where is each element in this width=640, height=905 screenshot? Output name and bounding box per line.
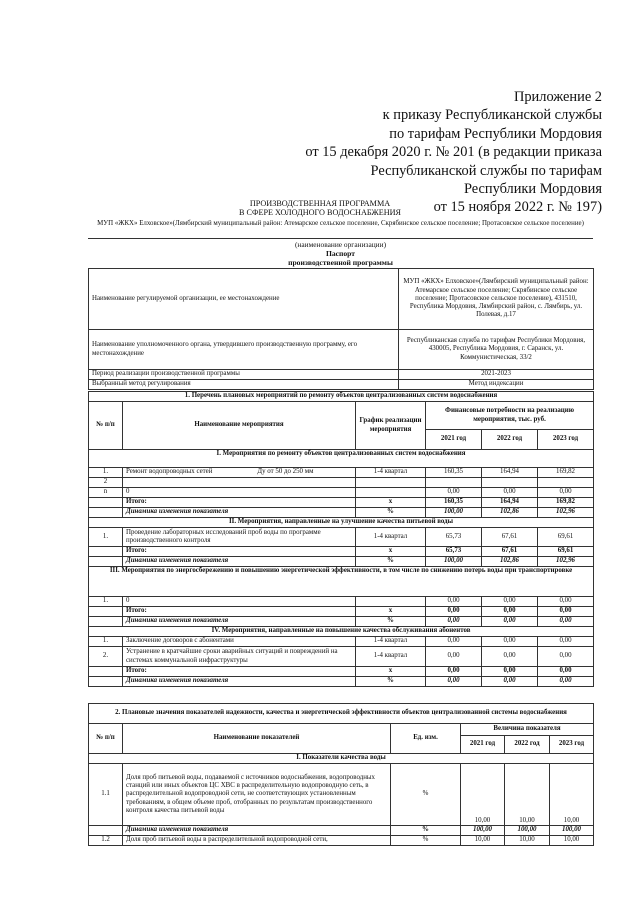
table-cell: % <box>391 836 461 846</box>
table-cell: % <box>356 557 426 567</box>
table-cell: 0,00 <box>426 597 482 607</box>
table-cell: 1. <box>89 597 123 607</box>
table-cell <box>89 826 123 836</box>
table-header-row <box>89 724 594 736</box>
table-cell: 67,61 <box>482 528 538 547</box>
table-cell <box>89 617 123 627</box>
table-cell: 1. <box>89 637 123 647</box>
table-cell <box>426 478 482 488</box>
table-row <box>89 557 594 567</box>
table-cell <box>356 488 426 498</box>
table-row <box>89 269 594 330</box>
program-title: ПРОИЗВОДСТВЕННАЯ ПРОГРАММА <box>249 199 391 208</box>
table-cell: 2 <box>89 478 123 488</box>
table-cell: Итого: <box>123 607 356 617</box>
table-cell: 65,73 <box>426 547 482 557</box>
table-cell: 100,00 <box>505 826 550 836</box>
appendix-line: Республиканской службы по тарифам <box>370 162 602 179</box>
table-cell: % <box>391 826 461 836</box>
table-cell: 0,00 <box>538 607 594 617</box>
table-row <box>89 677 594 687</box>
table-cell: 100,00 <box>426 508 482 518</box>
table-row <box>89 498 594 508</box>
table-cell: 1-4 квартал <box>356 647 426 667</box>
column-header: 2021 год <box>426 430 482 450</box>
table-cell-text: Ду от 50 до 250 мм <box>257 468 314 476</box>
divider <box>88 238 593 239</box>
column-header: 2023 год <box>550 736 594 754</box>
table-row <box>89 647 594 667</box>
table-cell: 160,35 <box>426 468 482 478</box>
table-cell: 0,00 <box>538 617 594 627</box>
table-cell: Итого: <box>123 667 356 677</box>
table-row <box>89 607 594 617</box>
table-row <box>89 508 594 518</box>
passport-table <box>88 268 594 390</box>
appendix-line: по тарифам Республики Мордовия <box>389 125 602 142</box>
table-cell: % <box>391 764 461 826</box>
table-cell: 102,96 <box>538 557 594 567</box>
table-row <box>89 704 594 724</box>
table-cell: 0,00 <box>538 677 594 687</box>
table-cell: 10,00 <box>550 764 594 826</box>
indicators-table <box>88 703 594 846</box>
table-cell: 0,00 <box>426 647 482 667</box>
table-cell: Динамика изменения показателя <box>123 557 356 567</box>
table-cell <box>538 478 594 488</box>
column-header: Наименование показателей <box>123 724 391 754</box>
column-header: 2021 год <box>461 736 505 754</box>
table-cell: Республиканская служба по тарифам Республики Мордовия, 430005, Республика Мордовия, г. Саранск, ул. Коммунистическая, 33/2 <box>399 330 594 370</box>
column-header: График реализации мероприятия <box>356 402 426 450</box>
organization-name: МУП «ЖКХ» Елховское»(Лямбирский муниципальный район: Атемарское сельское поселение, Скрябинское сельское поселение; Протасовское сельское поселение) <box>97 220 584 227</box>
table-cell: Устранение в кратчайшие сроки аварийных ситуаций и повреждений на системах коммунальной инфраструктуры <box>123 647 356 667</box>
column-header: Ед. изм. <box>391 724 461 754</box>
table-cell <box>89 677 123 687</box>
table-cell: Динамика изменения показателя <box>123 617 356 627</box>
table-cell: 100,00 <box>426 557 482 567</box>
subsection-title: III. Мероприятия по энергосбережению и повышению энергетической эффективности, в том числе по снижению потерь воды при транспортировке <box>89 567 594 597</box>
table-cell: Проведение лабораторных исследований проб воды по программе производственного контроля <box>123 528 356 547</box>
appendix-line: к приказу Республиканской службы <box>382 107 602 124</box>
table-cell: 0,00 <box>538 667 594 677</box>
table-cell: Наименование уполномоченного органа, утвердившего производственную программу, его местонахождение <box>89 330 399 370</box>
table-cell <box>356 597 426 607</box>
table-cell: x <box>356 667 426 677</box>
table-row <box>89 627 594 637</box>
table-cell <box>89 547 123 557</box>
table-cell: 100,00 <box>550 826 594 836</box>
table-cell: 0,00 <box>482 488 538 498</box>
table-cell: 10,00 <box>505 764 550 826</box>
table-cell: 1.1 <box>89 764 123 826</box>
table-cell-text: Ремонт водопроводных сетей <box>126 468 213 476</box>
table-cell: 69,61 <box>538 528 594 547</box>
column-header: 2023 год <box>538 430 594 450</box>
column-header: № п/п <box>89 402 123 450</box>
appendix-line: Республики Мордовия <box>463 181 602 198</box>
table-row <box>89 392 594 402</box>
table-cell: 1-4 квартал <box>356 637 426 647</box>
table-row <box>89 637 594 647</box>
table-cell: Доля проб питьевой воды в распределительной водопроводной сети, <box>123 836 391 846</box>
table-cell: 164,94 <box>482 498 538 508</box>
table-row <box>89 667 594 677</box>
table-cell: Итого: <box>123 547 356 557</box>
table-cell: 160,35 <box>426 498 482 508</box>
table-row <box>89 478 594 488</box>
table-cell: 10,00 <box>461 836 505 846</box>
table-cell: 100,00 <box>461 826 505 836</box>
appendix-line: от 15 декабря 2020 г. № 201 (в редакции приказа <box>305 144 602 161</box>
table-cell: 1.2 <box>89 836 123 846</box>
table-cell: 69,61 <box>538 547 594 557</box>
subsection-title: IV. Мероприятия, направленные на повышение качества обслуживания абонентов <box>89 627 594 637</box>
table-cell: 0 <box>123 488 356 498</box>
table-cell: Наименование регулируемой организации, ее местонахождение <box>89 269 399 330</box>
table-row <box>89 836 594 846</box>
table-cell: 0,00 <box>426 667 482 677</box>
table-cell: 164,94 <box>482 468 538 478</box>
table-cell <box>89 557 123 567</box>
table-cell: 1. <box>89 528 123 547</box>
column-header: 2022 год <box>505 736 550 754</box>
appendix-line: Приложение 2 <box>513 89 602 105</box>
table-cell: 0,00 <box>482 597 538 607</box>
column-header: Наименование мероприятия <box>123 402 356 450</box>
table-cell: 65,73 <box>426 528 482 547</box>
organization-caption: (наименование организации) <box>294 240 387 249</box>
table-cell: 0,00 <box>538 597 594 607</box>
column-header: Величина показателя <box>461 724 594 736</box>
table-cell <box>482 478 538 488</box>
table-cell: 67,61 <box>482 547 538 557</box>
table-cell: 0,00 <box>538 488 594 498</box>
table-cell: x <box>356 498 426 508</box>
table-cell: 0,00 <box>482 637 538 647</box>
table-cell: Динамика изменения показателя <box>123 826 391 836</box>
column-header: 2022 год <box>482 430 538 450</box>
table-cell: МУП «ЖКХ» Елховское»(Лямбирский муниципальный район: Атемарское сельское поселение; Скрябинское сельское поселение; Протасовское сельское поселение), 431510, Республика Мордовия, Лямбирский район, с. Лямбирь, ул. Полевая, д.17 <box>399 269 594 330</box>
appendix-line: от 15 ноября 2022 г. № 197) <box>433 199 602 216</box>
table-row <box>89 468 594 478</box>
table-cell: Доля проб питьевой воды, подаваемой с источников водоснабжения, водопроводных станций или иных объектов ЦС ХВС в распределительную водопроводную сеть, в распределительной водопроводной сети, не соответствующих установленным требованиям, в общем объеме проб, отобранных по результатам производственного контроля качества питьевой воды <box>123 764 391 826</box>
table-cell: 1. <box>89 468 123 478</box>
table-cell: 0,00 <box>482 667 538 677</box>
table-cell: 102,96 <box>538 508 594 518</box>
table-cell: 2. <box>89 647 123 667</box>
table-cell: Динамика изменения показателя <box>123 508 356 518</box>
table-cell <box>123 478 356 488</box>
table-cell <box>356 478 426 488</box>
section-title: 2. Плановые значения показателей надежности, качества и энергетической эффективности объектов централизованной системы водоснабжения <box>89 704 594 724</box>
table-cell: 0,00 <box>426 607 482 617</box>
table-cell: 169,82 <box>538 468 594 478</box>
table-cell: 0,00 <box>482 647 538 667</box>
passport-title: Паспорт <box>325 249 356 258</box>
table-cell: 0,00 <box>426 488 482 498</box>
column-header: Финансовые потребности на реализацию мероприятия, тыс. руб. <box>426 402 594 430</box>
table-row <box>89 488 594 498</box>
table-row <box>89 370 594 380</box>
table-cell: 0,00 <box>482 617 538 627</box>
table-row <box>89 528 594 547</box>
table-cell: 0,00 <box>426 617 482 627</box>
table-row <box>89 826 594 836</box>
table-cell <box>89 607 123 617</box>
table-row <box>89 450 594 468</box>
table-row <box>89 754 594 764</box>
table-row <box>89 617 594 627</box>
subsection-title: I. Мероприятия по ремонту объектов централизованных систем водоснабжения <box>89 450 594 468</box>
section-title: 1. Перечень плановых мероприятий по ремонту объектов централизованных систем водоснабжения <box>89 392 594 402</box>
passport-heading <box>88 249 593 267</box>
table-cell: % <box>356 677 426 687</box>
table-cell: 10,00 <box>550 836 594 846</box>
table-cell: 10,00 <box>461 764 505 826</box>
measures-table <box>88 391 594 687</box>
table-row <box>89 380 594 390</box>
table-cell: 10,00 <box>505 836 550 846</box>
table-cell <box>89 498 123 508</box>
table-cell: Выбранный метод регулирования <box>89 380 399 390</box>
table-cell: 0 <box>123 597 356 607</box>
subsection-title: I. Показатели качества воды <box>89 754 594 764</box>
table-cell: % <box>356 617 426 627</box>
table-cell: 1-4 квартал <box>356 528 426 547</box>
table-cell: Метод индексации <box>399 380 594 390</box>
table-cell: 2021-2023 <box>399 370 594 380</box>
table-cell: 1-4 квартал <box>356 468 426 478</box>
table-cell: 0,00 <box>426 677 482 687</box>
table-cell: 0,00 <box>482 677 538 687</box>
passport-subtitle: производственной программы <box>288 258 393 267</box>
table-cell: x <box>356 607 426 617</box>
table-cell: 169,82 <box>538 498 594 508</box>
table-cell: 0,00 <box>482 607 538 617</box>
table-row <box>89 518 594 528</box>
table-cell: x <box>356 547 426 557</box>
table-cell: 102,86 <box>482 508 538 518</box>
table-row <box>89 567 594 597</box>
table-cell: 102,86 <box>482 557 538 567</box>
table-row <box>89 597 594 607</box>
table-cell: % <box>356 508 426 518</box>
appendix-block <box>182 88 602 217</box>
table-cell: Динамика изменения показателя <box>123 677 356 687</box>
table-cell: Итого: <box>123 498 356 508</box>
table-row <box>89 547 594 557</box>
program-subtitle: В СФЕРЕ ХОЛОДНОГО ВОДОСНАБЖЕНИЯ <box>239 208 401 217</box>
table-row <box>89 330 594 370</box>
table-cell: Период реализации производственной программы <box>89 370 399 380</box>
table-cell <box>89 508 123 518</box>
table-cell: 0,00 <box>426 637 482 647</box>
table-cell <box>89 667 123 677</box>
column-header: № п/п <box>89 724 123 754</box>
table-cell <box>123 468 356 478</box>
table-cell: 0,00 <box>538 637 594 647</box>
table-row <box>89 764 594 826</box>
subsection-title: II. Мероприятия, направленные на улучшение качества питьевой воды <box>89 518 594 528</box>
table-cell: n <box>89 488 123 498</box>
table-cell: 0,00 <box>538 647 594 667</box>
table-cell: Заключение договоров с абонентами <box>123 637 356 647</box>
table-header-row <box>89 402 594 430</box>
